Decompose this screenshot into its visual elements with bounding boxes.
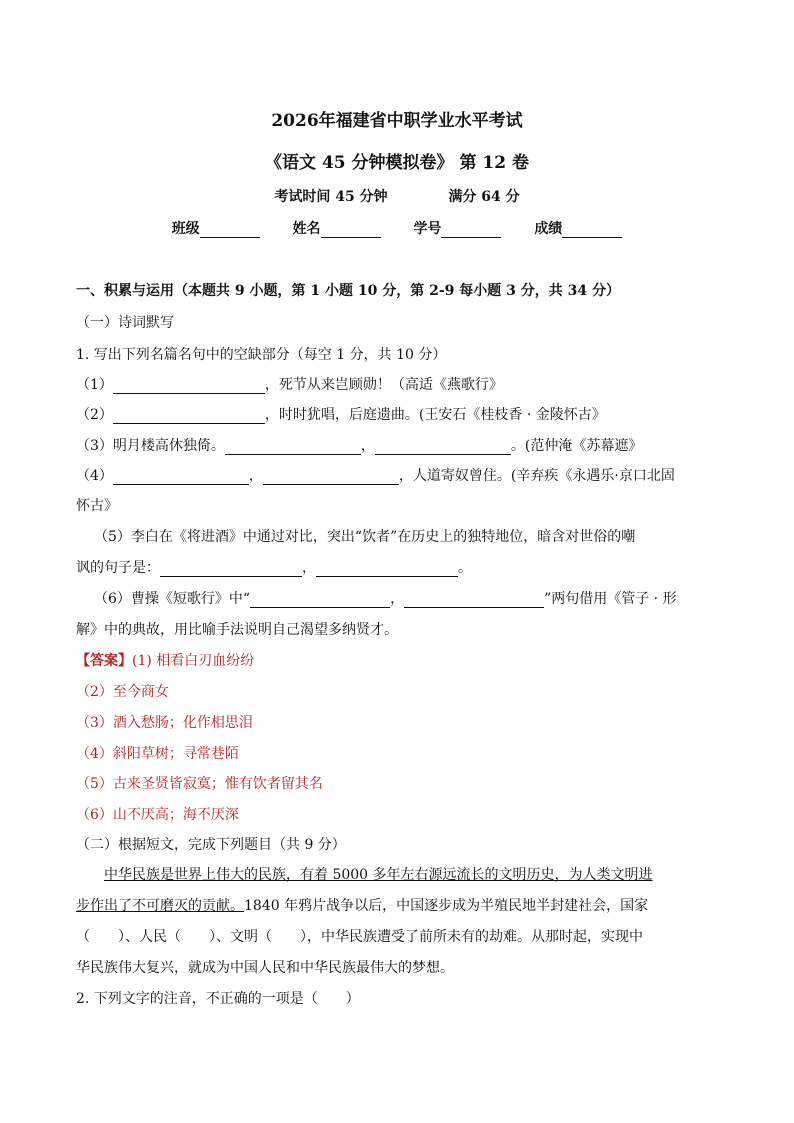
student-info-fields: [0, 218, 794, 238]
exam-subtitle: 《语文 45 分钟模拟卷》 第 12 卷: [265, 153, 529, 173]
answer-blank[interactable]: [375, 440, 511, 455]
q1-item-6: （6）曹操《短歌行》中“ ， ”两句借用《管子 · 形: [94, 591, 677, 607]
q1-item-6-cont: 解》中的典故，用比喻手法说明自己渴望多纳贤才。: [76, 622, 398, 638]
q1-item-5: （5）李白在《将进酒》中通过对比，突出“饮者”在历史上的独特地位，暗含对世俗的嘲: [94, 529, 636, 545]
section1-heading: 一、积累与运用（本题共 9 小题，第 1 小题 10 分，第 2-9 每小题 3 分，共 34 分）: [76, 283, 620, 299]
passage-line-4: 华民族伟大复兴，就成为中国人民和中华民族最伟大的梦想。: [76, 960, 454, 976]
q1-item-4-cont: 怀古》: [76, 498, 118, 514]
q1-item-2: （2） ，时时犹唱，后庭遗曲。(王安石《桂枝香 · 金陵怀古》: [76, 407, 606, 423]
answer-line-4: （4）斜阳草树；寻常巷陌: [76, 746, 239, 762]
answer-blank[interactable]: [113, 470, 249, 485]
field-name[interactable]: 姓名: [293, 218, 381, 238]
answer-line-5: （5）古来圣贤皆寂寞；惟有饮者留其名: [76, 776, 323, 792]
field-grade[interactable]: 成绩: [534, 218, 622, 238]
field-student-id[interactable]: 学号: [413, 218, 501, 238]
exam-time: 考试时间 45 分钟: [274, 189, 388, 205]
subsection-passage: （二）根据短文，完成下列题目（共 9 分）: [76, 837, 346, 853]
answer-blank[interactable]: [263, 470, 399, 485]
answer-line-3: （3）酒入愁肠；化作相思泪: [76, 715, 253, 731]
passage-line-2: 步作出了不可磨灭的贡献。1840 年鸦片战争以后，中国逐步成为半殖民地半封建社会，国家: [76, 898, 649, 914]
q1-item-5-cont: 讽的句子是： ， 。: [76, 560, 472, 576]
subsection-poetry: （一）诗词默写: [76, 315, 174, 331]
answer-line-2: （2）至今商女: [76, 684, 169, 700]
exam-score: 满分 64 分: [448, 189, 520, 205]
exam-title: 2026年福建省中职学业水平考试: [271, 111, 523, 131]
answer-line-1: 【答案】(1) 相看白刃血纷纷: [76, 653, 255, 669]
passage-line-1: 中华民族是世界上伟大的民族，有着 5000 多年左右源远流长的文明历史，为人类文明进: [104, 867, 653, 883]
answer-blank[interactable]: [250, 593, 390, 608]
answer-line-6: （6）山不厌高；海不厌深: [76, 807, 239, 823]
exam-meta: [0, 186, 794, 206]
passage-line-3: （ ）、人民（ ）、文明（ ），中华民族遭受了前所未有的劫难。从那时起，实现中: [76, 929, 643, 945]
answer-blank[interactable]: [404, 593, 544, 608]
answer-blank[interactable]: [225, 440, 361, 455]
answer-blank[interactable]: [160, 562, 302, 577]
q1-item-3: （3）明月楼高休独倚。 ， 。(范仲淹《苏幕遮》: [76, 438, 643, 454]
question-2: 2. 下列文字的注音，不正确的一项是（ ）: [76, 991, 360, 1007]
q1-item-4: （4） ， ，人道寄奴曾住。(辛弃疾《永遇乐·京口北固: [76, 468, 675, 484]
answer-tag: 【答案】: [76, 653, 132, 669]
answer-blank[interactable]: [113, 409, 265, 424]
field-class[interactable]: 班级: [172, 218, 260, 238]
question-1: 1. 写出下列名篇名句中的空缺部分（每空 1 分，共 10 分）: [76, 347, 447, 363]
answer-blank[interactable]: [316, 562, 458, 577]
answer-blank[interactable]: [113, 379, 265, 394]
q1-item-1: （1） ，死节从来岂顾勋！（高适《燕歌行》: [76, 377, 503, 393]
